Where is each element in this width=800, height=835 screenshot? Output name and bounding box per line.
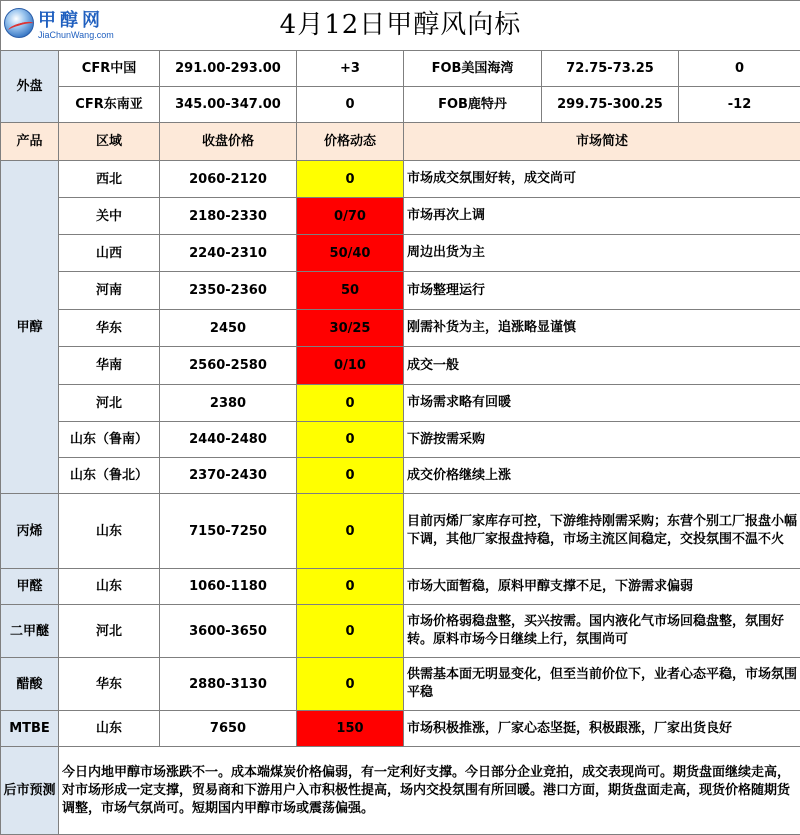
- forecast-label: 后市预测: [1, 747, 59, 835]
- change-cell: 30/25: [297, 310, 404, 347]
- description-cell: 周边出货为主: [404, 235, 800, 272]
- change-cell: 0: [297, 569, 404, 605]
- region-cell: 河北: [59, 605, 160, 658]
- price-cell: 2880-3130: [160, 658, 297, 711]
- product-label: MTBE: [1, 711, 59, 747]
- outer-market-change: 0: [679, 51, 800, 87]
- header-product: 产品: [1, 123, 59, 161]
- outer-row: [1, 87, 800, 123]
- page-title: 4月12日甲醇风向标: [1, 1, 800, 51]
- price-cell: 2240-2310: [160, 235, 297, 272]
- region-cell: 华东: [59, 310, 160, 347]
- table-row: [1, 385, 800, 422]
- price-cell: 2560-2580: [160, 347, 297, 385]
- product-label: 二甲醚: [1, 605, 59, 658]
- description-cell: 成交价格继续上涨: [404, 458, 800, 494]
- product-label: 丙烯: [1, 494, 59, 569]
- change-cell: 50/40: [297, 235, 404, 272]
- description-cell: 市场成交氛围好转，成交尚可: [404, 161, 800, 198]
- price-cell: 2370-2430: [160, 458, 297, 494]
- table-row: [1, 235, 800, 272]
- header-price: 收盘价格: [160, 123, 297, 161]
- change-cell: 0/70: [297, 198, 404, 235]
- region-cell: 关中: [59, 198, 160, 235]
- change-cell: 0: [297, 458, 404, 494]
- column-header-row: [1, 123, 800, 161]
- outer-market-change: +3: [297, 51, 404, 87]
- description-cell: 目前丙烯厂家库存可控，下游维持刚需采购；东营个别工厂报盘小幅下调，其他厂家报盘持稳，市场主流区间稳定，交投氛围不温不火: [404, 494, 800, 569]
- forecast-text: 今日内地甲醇市场涨跌不一。成本端煤炭价格偏弱，有一定利好支撑。今日部分企业竞拍，成交表现尚可。期货盘面继续走高，对市场形成一定支撑，贸易商和下游用户入市积极性提高，场内交投氛围有所回暖。港口方面，期货盘面走高，现货价格随期货调整，市场气氛尚可。短期国内甲醇市场或震荡偏强。: [59, 747, 800, 835]
- description-cell: 刚需补货为主，追涨略显谨慎: [404, 310, 800, 347]
- outer-label: 外盘: [1, 51, 59, 123]
- region-cell: 山东: [59, 711, 160, 747]
- price-cell: 2180-2330: [160, 198, 297, 235]
- price-cell: 2380: [160, 385, 297, 422]
- header-region: 区域: [59, 123, 160, 161]
- table-row: [1, 198, 800, 235]
- change-cell: 0: [297, 161, 404, 198]
- change-cell: 0: [297, 422, 404, 458]
- region-cell: 山东（鲁北）: [59, 458, 160, 494]
- region-cell: 山东（鲁南）: [59, 422, 160, 458]
- price-cell: 2060-2120: [160, 161, 297, 198]
- price-cell: 1060-1180: [160, 569, 297, 605]
- table-row: [1, 711, 800, 747]
- description-cell: 下游按需采购: [404, 422, 800, 458]
- outer-market-name: CFR中国: [59, 51, 160, 87]
- region-cell: 河北: [59, 385, 160, 422]
- description-cell: 市场价格弱稳盘整，买兴按需。国内液化气市场回稳盘整，氛围好转。原料市场今日继续上行，氛围尚可: [404, 605, 800, 658]
- header-description: 市场简述: [404, 123, 800, 161]
- header-dynamic: 价格动态: [297, 123, 404, 161]
- description-cell: 市场整理运行: [404, 272, 800, 310]
- outer-market-change: -12: [679, 87, 800, 123]
- table-row: [1, 605, 800, 658]
- outer-market-name: FOB鹿特丹: [404, 87, 542, 123]
- forecast-row: [1, 747, 800, 835]
- table-row: [1, 658, 800, 711]
- product-label: 醋酸: [1, 658, 59, 711]
- description-cell: 供需基本面无明显变化，但至当前价位下，业者心态平稳，市场氛围平稳: [404, 658, 800, 711]
- description-cell: 成交一般: [404, 347, 800, 385]
- outer-market-price: 72.75-73.25: [542, 51, 679, 87]
- table-row: [1, 310, 800, 347]
- region-cell: 山东: [59, 494, 160, 569]
- change-cell: 0: [297, 385, 404, 422]
- description-cell: 市场大面暂稳，原料甲醇支撑不足，下游需求偏弱: [404, 569, 800, 605]
- product-label: 甲醛: [1, 569, 59, 605]
- table-row: [1, 494, 800, 569]
- price-cell: 3600-3650: [160, 605, 297, 658]
- price-cell: 7650: [160, 711, 297, 747]
- outer-row: [1, 51, 800, 87]
- globe-icon: [4, 8, 34, 38]
- logo-url: JiaChunWang.com: [38, 30, 114, 40]
- region-cell: 河南: [59, 272, 160, 310]
- description-cell: 市场需求略有回暖: [404, 385, 800, 422]
- change-cell: 50: [297, 272, 404, 310]
- description-cell: 市场再次上调: [404, 198, 800, 235]
- logo-text: 甲醇网: [38, 6, 104, 32]
- table-row: [1, 272, 800, 310]
- region-cell: 山东: [59, 569, 160, 605]
- outer-market-price: 291.00-293.00: [160, 51, 297, 87]
- description-cell: 市场积极推涨，厂家心态坚挺，积极跟涨，厂家出货良好: [404, 711, 800, 747]
- product-label: 甲醇: [1, 161, 59, 494]
- outer-market-name: FOB美国海湾: [404, 51, 542, 87]
- region-cell: 华东: [59, 658, 160, 711]
- price-cell: 2450: [160, 310, 297, 347]
- outer-market-price: 299.75-300.25: [542, 87, 679, 123]
- change-cell: 0: [297, 605, 404, 658]
- outer-market-change: 0: [297, 87, 404, 123]
- table-row: [1, 161, 800, 198]
- price-cell: 2350-2360: [160, 272, 297, 310]
- table-row: [1, 422, 800, 458]
- table-row: [1, 347, 800, 385]
- logo: [4, 6, 119, 46]
- table-row: [1, 458, 800, 494]
- change-cell: 0: [297, 494, 404, 569]
- outer-market-name: CFR东南亚: [59, 87, 160, 123]
- region-cell: 西北: [59, 161, 160, 198]
- change-cell: 0/10: [297, 347, 404, 385]
- change-cell: 0: [297, 658, 404, 711]
- outer-market-price: 345.00-347.00: [160, 87, 297, 123]
- table-row: [1, 569, 800, 605]
- region-cell: 山西: [59, 235, 160, 272]
- price-cell: 7150-7250: [160, 494, 297, 569]
- change-cell: 150: [297, 711, 404, 747]
- region-cell: 华南: [59, 347, 160, 385]
- price-cell: 2440-2480: [160, 422, 297, 458]
